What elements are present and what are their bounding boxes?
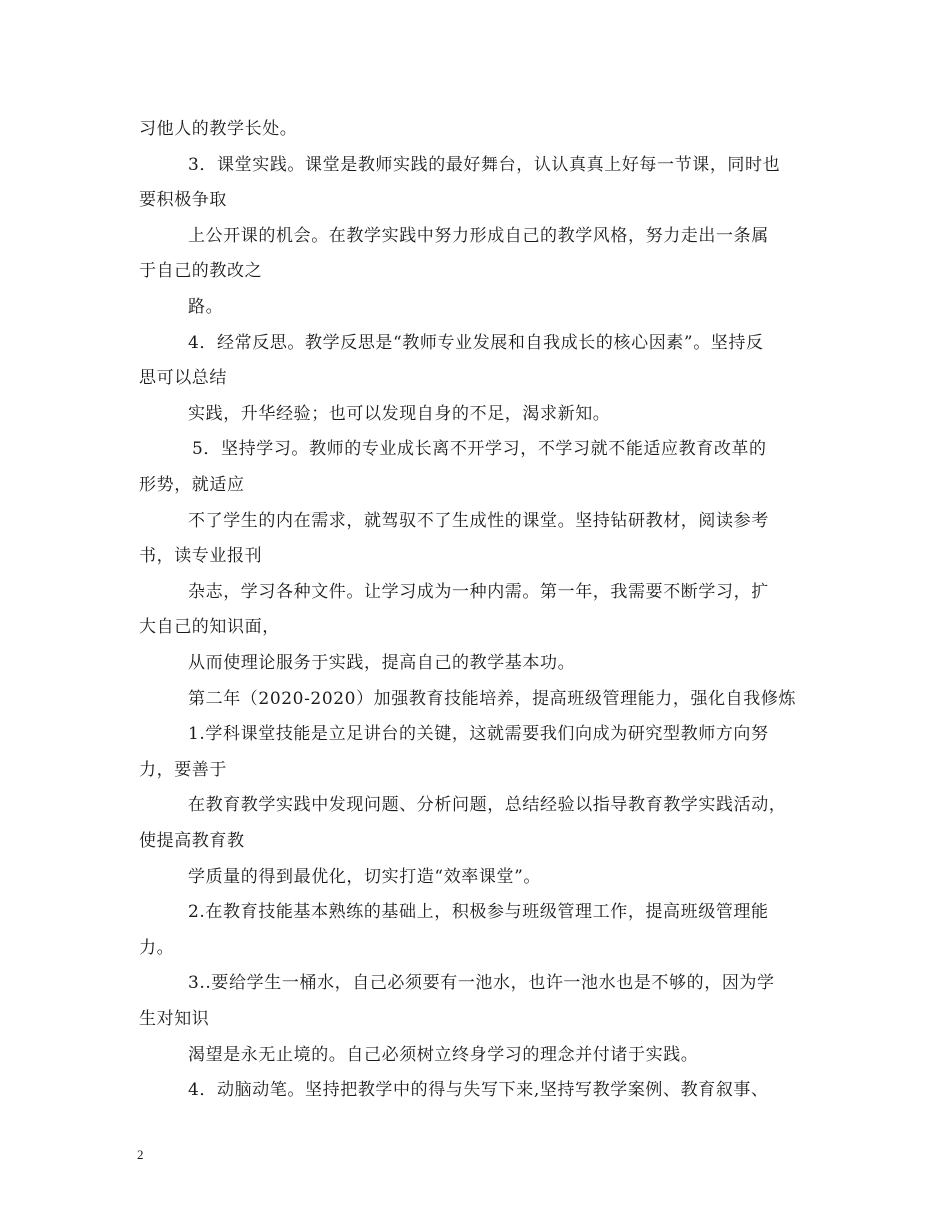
text-line: 路。 <box>188 297 224 317</box>
text-line: 实践，升华经验；也可以发现自身的不足，渴求新知。 <box>188 404 611 424</box>
text-line: 2.在教育技能基本熟练的基础上，积极参与班级管理工作，提高班级管理能 <box>188 902 769 922</box>
text-line: 学质量的得到最优化，切实打造“效率课堂”。 <box>188 867 541 887</box>
text-line: 不了学生的内在需求，就驾驭不了生成性的课堂。坚持钻研教材，阅读参考 <box>188 511 769 531</box>
page-number: 2 <box>137 1147 144 1162</box>
text-line: 从而使理论服务于实践，提高自己的教学基本功。 <box>188 653 576 673</box>
text-line: 5．坚持学习。教师的专业成长离不开学习，不学习就不能适应教育改革的 <box>192 439 767 459</box>
text-line: 4．经常反思。教学反思是“教师专业发展和自我成长的核心因素”。坚持反 <box>188 333 764 353</box>
text-line: 生对知识 <box>139 1009 210 1029</box>
text-line: 杂志，学习各种文件。让学习成为一种内需。第一年，我需要不断学习，扩 <box>188 582 769 602</box>
text-line: 1.学科课堂技能是立足讲台的关键，这就需要我们向成为研究型教师方向努 <box>188 724 769 744</box>
text-line: 大自己的知识面， <box>139 617 280 637</box>
text-line: 4．动脑动笔。坚持把教学中的得与失写下来,坚持写教学案例、教育叙事、 <box>188 1080 769 1100</box>
text-line: 3．课堂实践。课堂是教师实践的最好舞台，认认真真上好每一节课，同时也 <box>188 155 781 175</box>
text-line: 形势，就适应 <box>139 475 245 495</box>
text-line: 使提高教育教 <box>139 831 245 851</box>
text-line: 3..要给学生一桶水，自己必须要有一池水，也许一池水也是不够的，因为学 <box>188 973 775 993</box>
text-line: 书，读专业报刊 <box>139 546 263 566</box>
text-line: 力。 <box>139 938 175 958</box>
text-line: 习他人的教学长处。 <box>139 119 298 139</box>
text-line: 第二年（2020-2020）加强教育技能培养，提高班级管理能力，强化自我修炼 <box>188 689 797 709</box>
text-line: 力，要善于 <box>139 760 227 780</box>
text-line: 渴望是永无止境的。自己必须树立终身学习的理念并付诸于实践。 <box>188 1045 699 1065</box>
text-line: 要积极争取 <box>139 190 227 210</box>
text-line: 思可以总结 <box>139 368 227 388</box>
text-line: 于自己的教改之 <box>139 261 263 281</box>
text-line: 上公开课的机会。在教学实践中努力形成自己的教学风格，努力走出一条属 <box>188 226 769 246</box>
text-line: 在教育教学实践中发现问题、分析问题，总结经验以指导教育教学实践活动， <box>188 795 787 815</box>
